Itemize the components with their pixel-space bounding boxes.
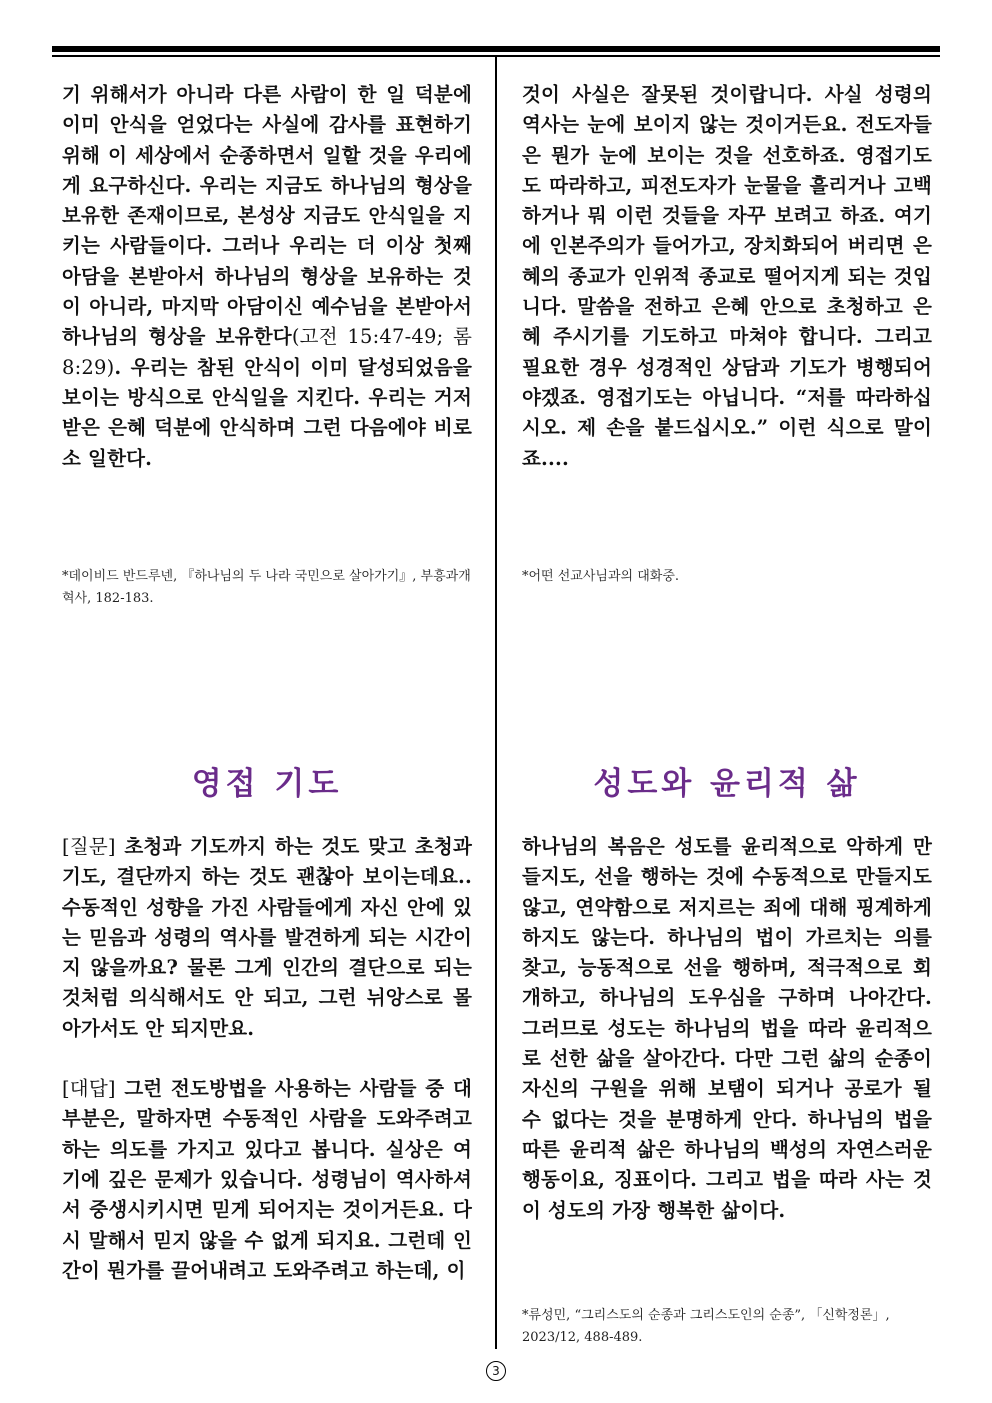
top-left-footnote-box (62, 566, 472, 610)
top-left-paragraph: 기 위해서가 아니라 다른 사람이 한 일 덕분에 이미 안식을 얻었다는 사실에 감사를 표현하기 위해 이 세상에서 순종하면서 일할 것을 우리에게 요구하신다. 우리는 지금도 하나님의 형상을 보유한 존재이므로, 본성상 지금도 안식일을 지키는 사람들이다. 그러나 우리는 더 이상 첫째 아담을 본받아서 하나님의 형상을 보유하는 것이 아니라, 마지막 아담이신 예수님을 본받아서 하나님의 형상을 보유한다(고전 15:47-49; 롬 8:29). 우리는 참된 안식이 이미 달성되었음을 보이는 방식으로 안식일을 지킨다. 우리는 거저 받은 은혜 덕분에 안식하며 그런 다음에야 비로소 일한다. (62, 83, 473, 470)
heading-welcome-prayer: 영접 기도 (191, 766, 343, 802)
page-number: 3 (0, 1360, 992, 1381)
top-right-section (522, 80, 932, 474)
answer-paragraph: [대답] 그런 전도방법을 사용하는 사람들 중 대부분은, 말하자면 수동적인 사람을 도와주려고 하는 의도를 가지고 있다고 봅니다. 실상은 여기에 깊은 문제가 있습니다. 성령님이 역사하셔서 중생시키시면 믿게 되어지는 것이거든요. 다시 말해서 믿지 않을 수 없게 되지요. 그런데 인간이 뭔가를 끌어내려고 도와주려고 하는데, 이 (62, 1077, 472, 1282)
bottom-right-footnote: *류성민, “그리스도의 순종과 그리스도인의 순종”, 「신학정론」, 2023/12, 488-489. (522, 1308, 890, 1345)
top-left-footnote: *데이비드 반드루넨, 『하나님의 두 나라 국민으로 살아가기』, 부흥과개혁사, 182-183. (62, 569, 471, 606)
bottom-left-section (62, 832, 472, 1286)
scripture-reference: (고전 15:47-49; 롬 8:29) (62, 325, 473, 379)
bottom-right-paragraph: 하나님의 복음은 성도를 윤리적으로 악하게 만들지도, 선을 행하는 것에 수동적으로 만들지도 않고, 연약함으로 저지르는 죄에 대해 핑계하게 하지도 않는다. 하나님의 법이 가르치는 의를 찾고, 능동적으로 선을 행하며, 적극적으로 회개하고, 하나님의 도우심을 구하며 나아간다. 그러므로 성도는 하나님의 법을 따라 윤리적으로 선한 삶을 살아간다. 다만 그런 삶의 순종이 자신의 구원을 위해 보탬이 되거나 공로가 될 수 없다는 것을 분명하게 안다. 하나님의 법을 따른 윤리적 삶은 하나님의 백성의 자연스러운 행동이요, 징표이다. 그리고 법을 따라 사는 것이 성도의 가장 행복한 삶이다. (522, 835, 932, 1222)
top-right-footnote-box (522, 566, 932, 588)
question-paragraph: [질문] 초청과 기도까지 하는 것도 맞고 초청과 기도, 결단까지 하는 것도 괜찮아 보이는데요.. 수동적인 성향을 가진 사람들에게 자신 안에 있는 믿음과 성령의 역사를 발견하게 되는 시간이지 않을까요? 물론 그게 인간의 결단으로 되는 것처럼 의식해서도 안 되고, 그런 뉘앙스로 몰아가서도 안 되지만요. (62, 835, 472, 1040)
question-label: [질문] (62, 835, 116, 858)
bottom-right-footnote-box (522, 1305, 932, 1349)
heading-saints-ethical-life: 성도와 윤리적 삶 (593, 766, 861, 802)
answer-label: [대답] (62, 1077, 116, 1101)
top-rule-thick (52, 46, 940, 52)
column-divider (495, 57, 497, 1349)
bottom-right-section (522, 832, 932, 1226)
top-left-section (62, 80, 472, 474)
top-right-paragraph: 것이 사실은 잘못된 것이랍니다. 사실 성령의 역사는 눈에 보이지 않는 것이거든요. 전도자들은 뭔가 눈에 보이는 것을 선호하죠. 영접기도도 따라하고, 피전도자가 눈물을 흘리거나 고백하거나 뭐 이런 것들을 자꾸 보려고 하죠. 여기에 인본주의가 들어가고, 장치화되어 버리면 은혜의 종교가 인위적 종교로 떨어지게 되는 것입니다. 말씀을 전하고 은혜 안으로 초청하고 은혜 주시기를 기도하고 마쳐야 합니다. 그리고 필요한 경우 성경적인 상담과 기도가 병행되어야겠죠. 영접기도는 아닙니다. “저를 따라하십시오. 제 손을 붙드십시오.” 이런 식으로 말이죠.... (522, 83, 932, 470)
top-right-footnote: *어떤 선교사님과의 대화중. (522, 569, 680, 584)
